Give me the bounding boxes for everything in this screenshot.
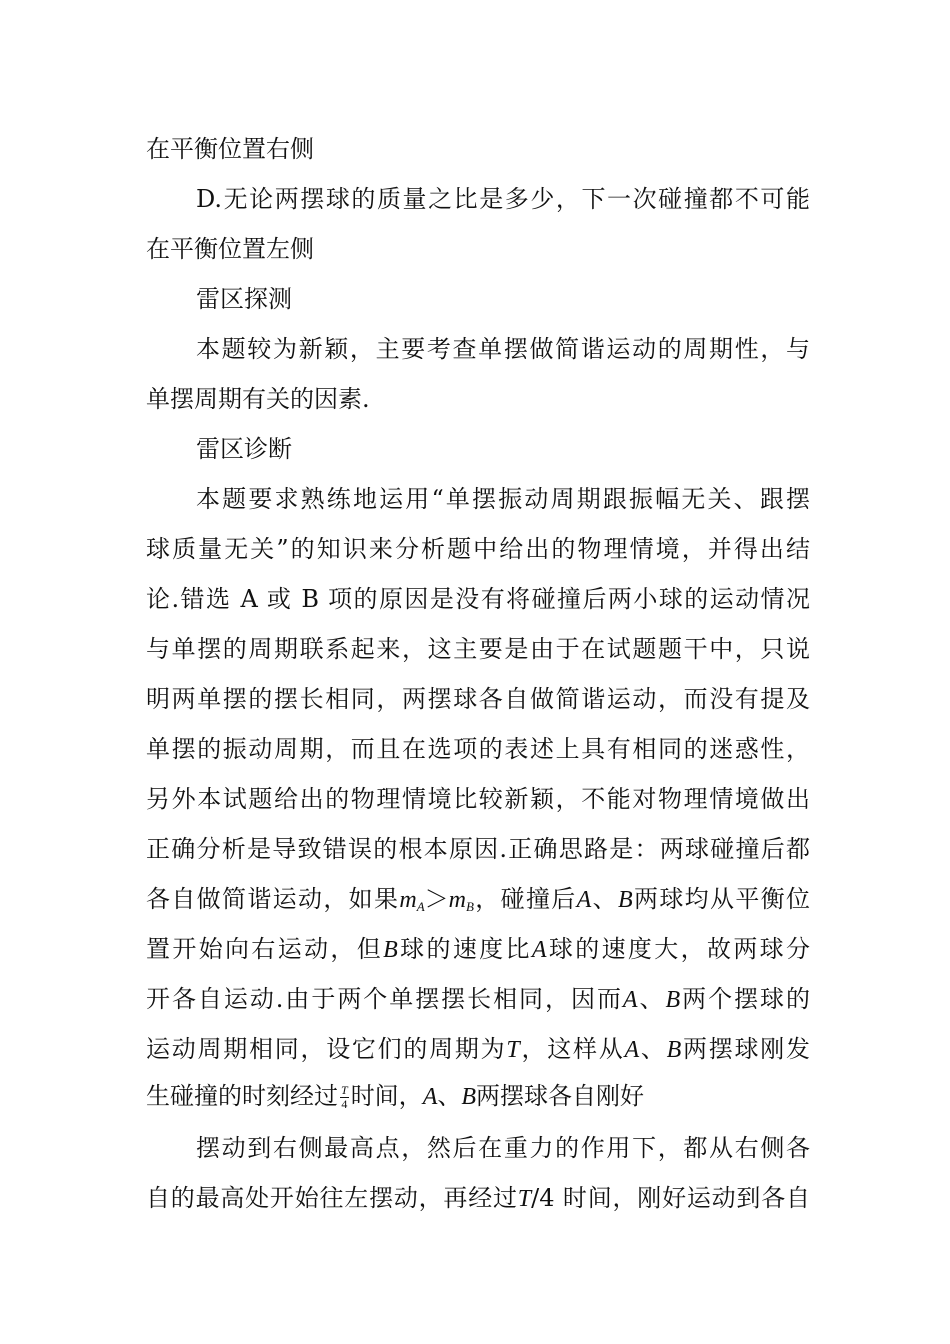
math-var-b: B (665, 987, 681, 1013)
text-line-17 (146, 932, 810, 966)
text-line-12: 明两单摆的摆长相同，两摆球各自做简谐运动，而没有提及 (146, 685, 810, 713)
text-span: 运动周期相同，设它们的周期为 (146, 1035, 507, 1063)
text-line-5: 本题较为新颖，主要考查单摆做简谐运动的周期性，与 (196, 335, 810, 363)
text-line-8: 本题要求熟练地运用“单摆振动周期跟振幅无关、跟摆 (196, 485, 810, 513)
text-span: /4 时间，刚好运动到各自 (531, 1184, 811, 1212)
math-var-b: B (666, 1037, 682, 1063)
text-line-10: 论.错选 A 或 B 项的原因是没有将碰撞后两小球的运动情况 (146, 585, 810, 613)
text-line-13: 单摆的振动周期，而且在选项的表述上具有相同的迷惑性， (146, 735, 810, 763)
text-span: 、 (639, 1035, 667, 1063)
text-line-11: 与单摆的周期联系起来，这主要是由于在试题题干中，只说 (146, 635, 810, 663)
text-span: 自的最高处开始往左摆动，再经过 (146, 1184, 518, 1212)
text-line-9: 球质量无关”的知识来分析题中给出的物理情境，并得出结 (146, 535, 810, 563)
text-line-22 (146, 1181, 810, 1215)
text-span: 球的速度比 (397, 935, 532, 963)
fraction-numerator: T (341, 1083, 348, 1097)
text-line-21: 摆动到右侧最高点，然后在重力的作用下，都从右侧各 (196, 1134, 810, 1162)
section-heading-probe: 雷区探测 (196, 285, 292, 313)
math-var-a: A (622, 987, 638, 1013)
greater-than-sign: ＞ (424, 885, 449, 913)
text-span: 两个摆球的 (680, 985, 811, 1013)
text-line-15: 正确分析是导致错误的根本原因.正确思路是：两球碰撞后都 (146, 835, 810, 863)
text-span: 、 (437, 1082, 462, 1110)
math-var-a: A (576, 887, 592, 913)
text-span: 球的速度大，故两球分 (546, 935, 811, 963)
text-line-20 (146, 1079, 810, 1113)
text-span: ，这样从 (519, 1035, 625, 1063)
text-span: 各自做简谐运动，如果 (146, 885, 400, 913)
math-subscript: A (416, 899, 425, 914)
text-line-6: 单摆周期有关的因素. (146, 385, 370, 413)
text-line-1: 在平衡位置右侧 (146, 135, 314, 163)
text-line-14: 另外本试题给出的物理情境比较新颖，不能对物理情境做出 (146, 785, 810, 813)
fraction-t-over-4 (340, 1084, 349, 1111)
text-line-18 (146, 982, 810, 1016)
math-var-b: B (383, 937, 398, 963)
text-span: 时间， (350, 1082, 423, 1110)
option-d-line: D.无论两摆球的质量之比是多少，下一次碰撞都不可能 (196, 185, 810, 213)
text-span: 两球均从平衡位 (632, 885, 811, 913)
text-span: ，碰撞后 (473, 885, 577, 913)
text-span: 开各自运动.由于两个单摆摆长相同，因而 (146, 985, 623, 1013)
fraction-denominator: 4 (341, 1097, 348, 1111)
text-span: 置开始向右运动，但 (146, 935, 384, 963)
math-var-a: A (422, 1084, 438, 1110)
text-span: 、 (637, 985, 666, 1013)
text-line-3: 在平衡位置左侧 (146, 235, 314, 263)
section-heading-diagnosis: 雷区诊断 (196, 435, 292, 463)
math-var-b: B (461, 1084, 477, 1110)
math-var-b: B (617, 887, 633, 913)
text-span: 两摆球各自刚好 (476, 1082, 645, 1110)
text-line-16 (146, 882, 810, 916)
math-m: m (448, 887, 466, 913)
math-var-t: T (517, 1186, 532, 1212)
text-span: 生碰撞的时刻经过 (146, 1082, 338, 1110)
math-var-t: T (506, 1037, 520, 1063)
text-line-19 (146, 1032, 810, 1066)
math-var-a: A (624, 1037, 640, 1063)
math-m: m (399, 887, 417, 913)
text-span: 、 (591, 885, 618, 913)
text-span: 两摆球刚发 (681, 1035, 811, 1063)
math-subscript: B (466, 899, 474, 914)
math-var-a: A (531, 937, 547, 963)
